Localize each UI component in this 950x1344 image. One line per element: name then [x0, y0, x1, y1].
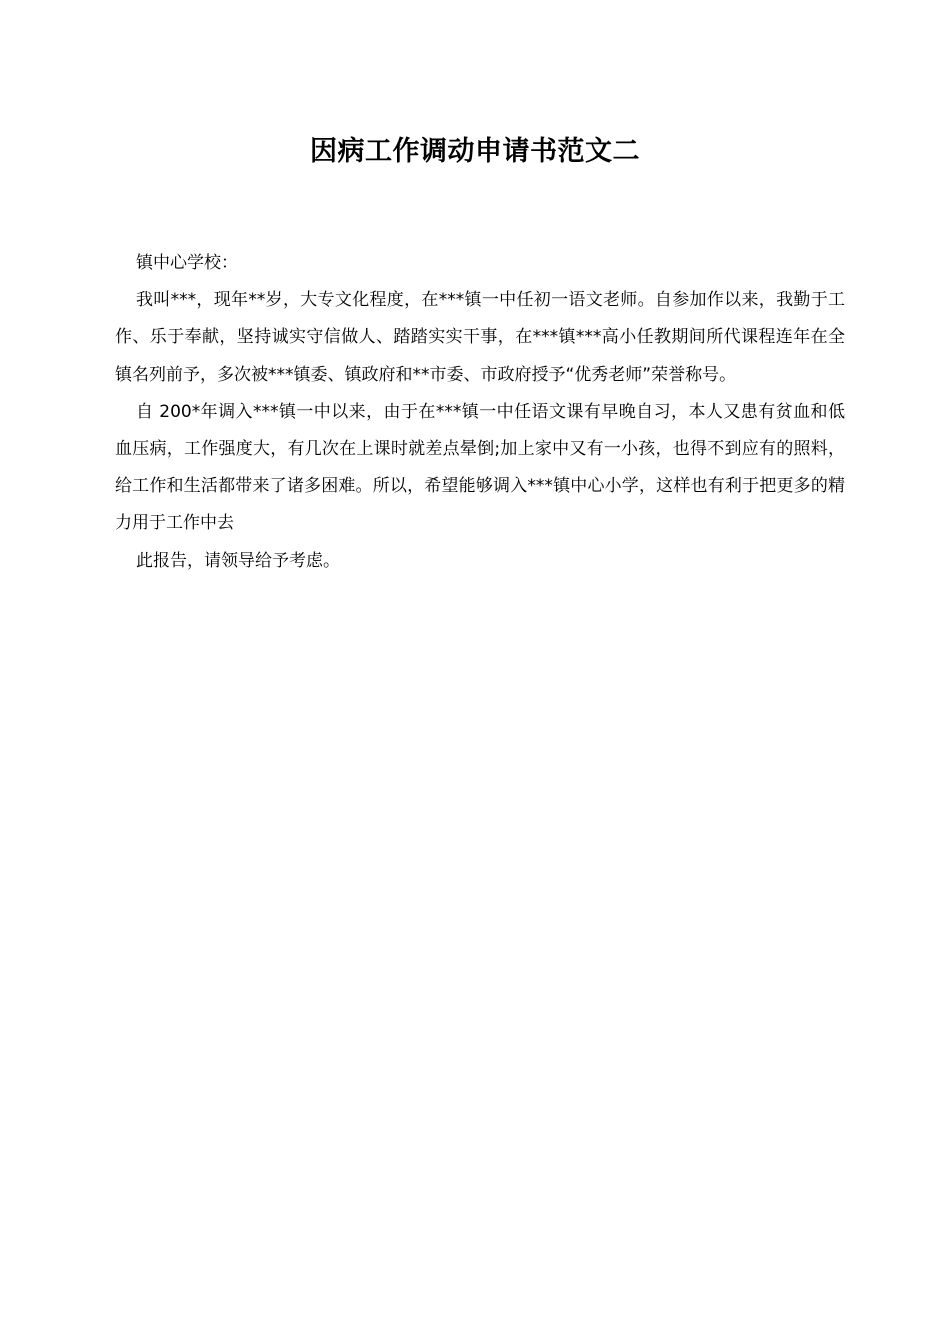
paragraph-intro: 我叫***，现年**岁，大专文化程度，在***镇一中任初一语文老师。自参加作以来，我勤于工作、乐于奉献，坚持诚实守信做人、踏踏实实干事，在***镇***高小任教期间所代课程连年在全镇名列前予，多次被***镇委、镇政府和**市委、市政府授予“优秀老师”荣誉称号。 [115, 290, 845, 385]
document-title: 因病工作调动申请书范文二 [310, 136, 640, 167]
salutation: 镇中心学校： [136, 253, 238, 273]
document-body [115, 245, 845, 580]
paragraph-closing: 此报告，请领导给予考虑。 [136, 550, 340, 571]
paragraph-reason: 自 200*年调入***镇一中以来，由于在***镇一中任语文课有早晚自习，本人又患有贫血和低血压病，工作强度大，有几次在上课时就差点晕倒;加上家中又有一小孩，也得不到应有的照料，给工作和生活都带来了诸多困难。所以，希望能够调入***镇中心小学，这样也有利于把更多的精力用于工作中去 [115, 401, 845, 534]
